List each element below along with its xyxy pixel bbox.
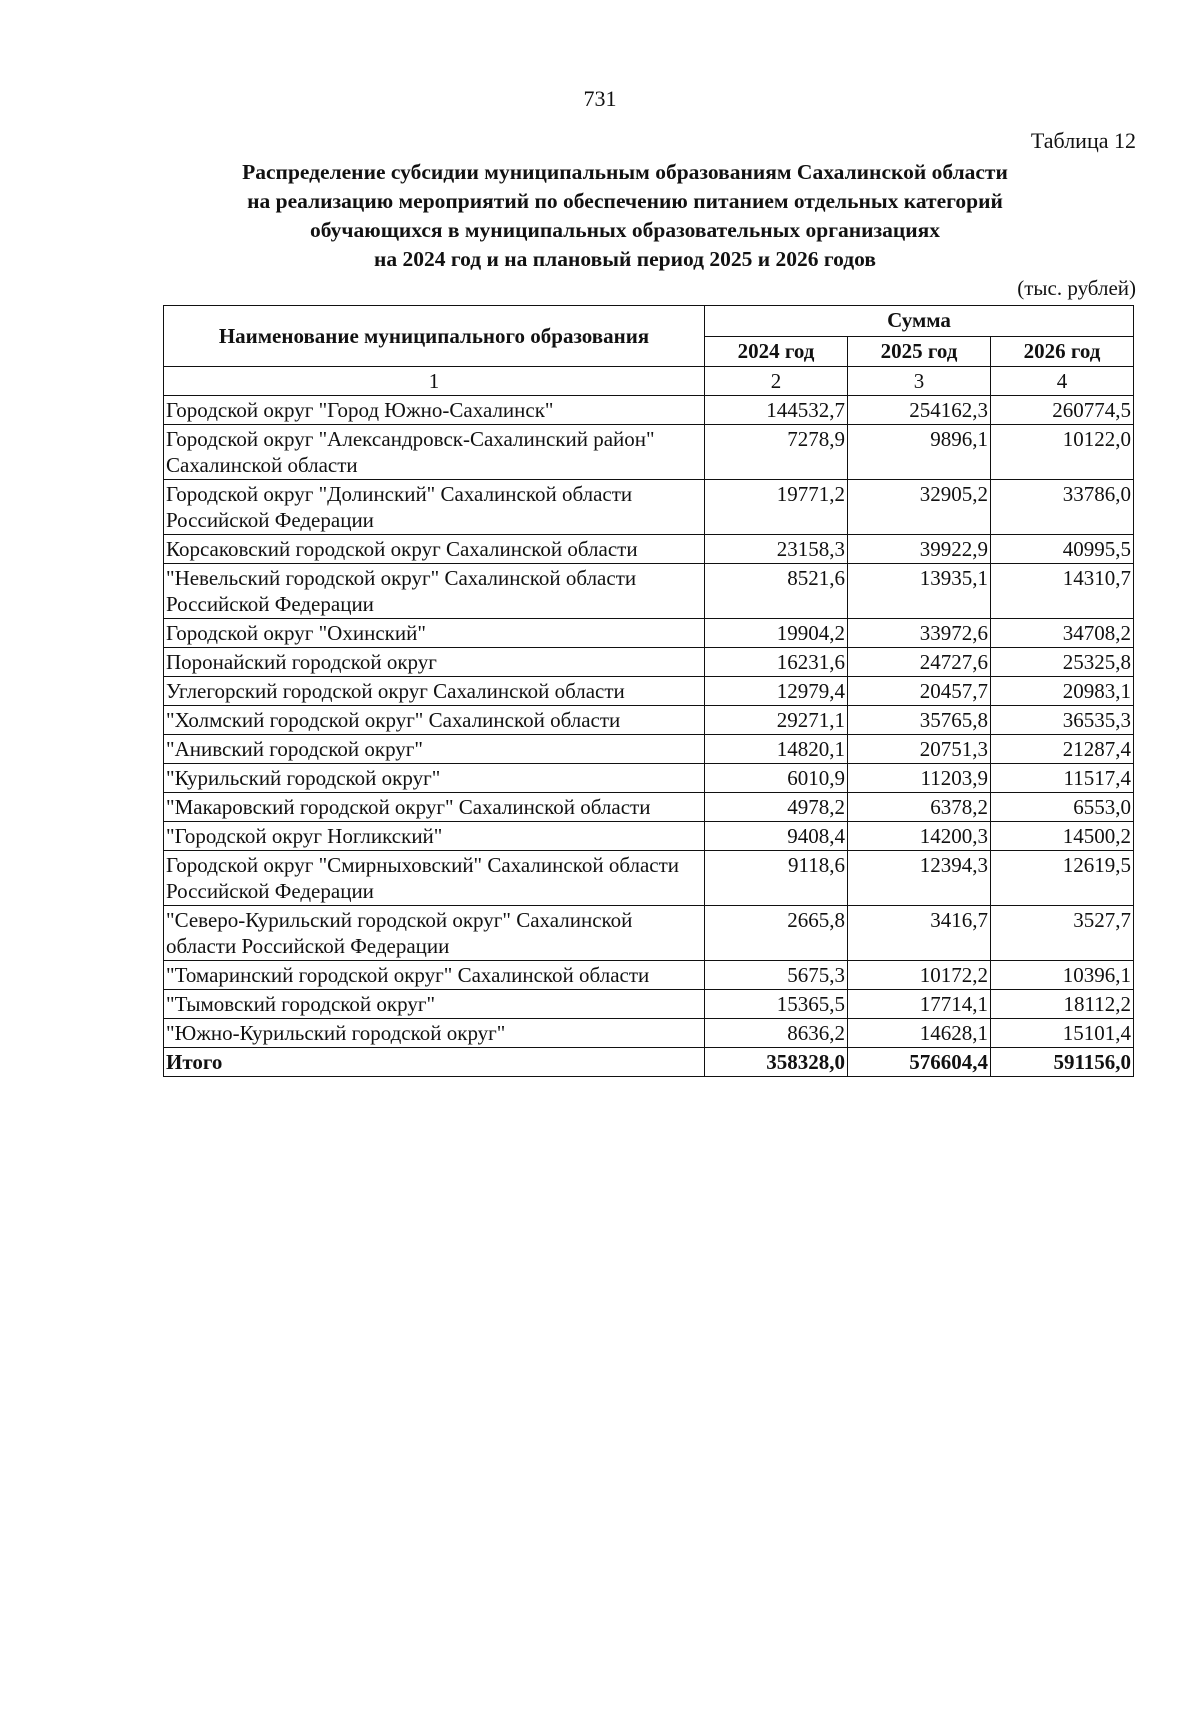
municipality-name: Поронайский городской округ [164, 648, 705, 677]
municipality-name: Городской округ "Город Южно-Сахалинск" [164, 396, 705, 425]
column-number: 2 [705, 367, 848, 396]
municipality-name: "Городской округ Ногликский" [164, 822, 705, 851]
municipality-name: "Невельский городской округ" Сахалинской области Российской Федерации [164, 564, 705, 619]
municipality-name: Корсаковский городской округ Сахалинской области [164, 535, 705, 564]
value-2024: 29271,1 [705, 706, 848, 735]
header-sum: Сумма [705, 306, 1134, 337]
value-2025: 14628,1 [848, 1019, 991, 1048]
municipality-name: Городской округ "Охинский" [164, 619, 705, 648]
title-line: на 2024 год и на плановый период 2025 и 2026 годов [374, 247, 876, 271]
value-2025: 20751,3 [848, 735, 991, 764]
value-2025: 14200,3 [848, 822, 991, 851]
table-row [164, 1019, 1134, 1048]
column-number: 3 [848, 367, 991, 396]
value-2026: 40995,5 [991, 535, 1134, 564]
table-row [164, 619, 1134, 648]
table-label: Таблица 12 [1030, 128, 1136, 153]
municipality-name: "Анивский городской округ" [164, 735, 705, 764]
value-2026: 3527,7 [991, 906, 1134, 961]
table-row [164, 735, 1134, 764]
value-2025: 13935,1 [848, 564, 991, 619]
value-2026: 10396,1 [991, 961, 1134, 990]
value-2025: 32905,2 [848, 480, 991, 535]
value-2025: 10172,2 [848, 961, 991, 990]
value-2026: 25325,8 [991, 648, 1134, 677]
value-2026: 18112,2 [991, 990, 1134, 1019]
value-2026: 14500,2 [991, 822, 1134, 851]
value-2026: 11517,4 [991, 764, 1134, 793]
value-2025: 17714,1 [848, 990, 991, 1019]
value-2024: 8636,2 [705, 1019, 848, 1048]
table-row [164, 677, 1134, 706]
value-2025: 35765,8 [848, 706, 991, 735]
municipality-name: Городской округ "Александровск-Сахалинский район" Сахалинской области [164, 425, 705, 480]
municipality-name: Городской округ "Долинский" Сахалинской области Российской Федерации [164, 480, 705, 535]
table-row [164, 648, 1134, 677]
subsidy-table [163, 305, 1134, 1077]
table-row [164, 851, 1134, 906]
value-2026: 10122,0 [991, 425, 1134, 480]
units-label: (тыс. рублей) [1017, 276, 1136, 300]
column-number: 1 [164, 367, 705, 396]
value-2024: 23158,3 [705, 535, 848, 564]
value-2026: 15101,4 [991, 1019, 1134, 1048]
municipality-name: "Северо-Курильский городской округ" Сахалинской области Российской Федерации [164, 906, 705, 961]
value-2025: 9896,1 [848, 425, 991, 480]
value-2025: 6378,2 [848, 793, 991, 822]
municipality-name: "Макаровский городской округ" Сахалинской области [164, 793, 705, 822]
value-2024: 4978,2 [705, 793, 848, 822]
table-row [164, 990, 1134, 1019]
value-2026: 12619,5 [991, 851, 1134, 906]
table-row [164, 425, 1134, 480]
total-2024: 358328,0 [705, 1048, 848, 1077]
header-year-2026: 2026 год [991, 337, 1134, 367]
value-2026: 34708,2 [991, 619, 1134, 648]
header-year-2024: 2024 год [705, 337, 848, 367]
municipality-name: Углегорский городской округ Сахалинской области [164, 677, 705, 706]
municipality-name: "Южно-Курильский городской округ" [164, 1019, 705, 1048]
value-2025: 24727,6 [848, 648, 991, 677]
value-2024: 14820,1 [705, 735, 848, 764]
header-year-2025: 2025 год [848, 337, 991, 367]
table-row [164, 822, 1134, 851]
value-2025: 39922,9 [848, 535, 991, 564]
table-row [164, 961, 1134, 990]
value-2024: 15365,5 [705, 990, 848, 1019]
municipality-name: Городской округ "Смирныховский" Сахалинской области Российской Федерации [164, 851, 705, 906]
value-2024: 9118,6 [705, 851, 848, 906]
municipality-name: "Холмский городской округ" Сахалинской области [164, 706, 705, 735]
value-2024: 12979,4 [705, 677, 848, 706]
total-2026: 591156,0 [991, 1048, 1134, 1077]
total-label: Итого [164, 1048, 705, 1077]
title-line: на реализацию мероприятий по обеспечению питанием отдельных категорий [247, 189, 1003, 213]
table-row [164, 480, 1134, 535]
table-row [164, 564, 1134, 619]
page-number: 731 [583, 86, 617, 111]
value-2026: 20983,1 [991, 677, 1134, 706]
header-municipality: Наименование муниципального образования [164, 306, 705, 367]
table-body [164, 396, 1134, 1048]
title-line: обучающихся в муниципальных образовательных организациях [309, 218, 941, 242]
value-2026: 14310,7 [991, 564, 1134, 619]
value-2026: 6553,0 [991, 793, 1134, 822]
value-2025: 33972,6 [848, 619, 991, 648]
title-line: Распределение субсидии муниципальным образованиям Сахалинской области [242, 160, 1008, 184]
value-2024: 5675,3 [705, 961, 848, 990]
value-2025: 254162,3 [848, 396, 991, 425]
total-2025: 576604,4 [848, 1048, 991, 1077]
value-2025: 3416,7 [848, 906, 991, 961]
document-title [120, 158, 1130, 274]
table-row [164, 535, 1134, 564]
table-row [164, 706, 1134, 735]
table-row [164, 906, 1134, 961]
value-2024: 2665,8 [705, 906, 848, 961]
value-2025: 11203,9 [848, 764, 991, 793]
column-number-row [164, 367, 1134, 396]
table-row [164, 396, 1134, 425]
value-2024: 16231,6 [705, 648, 848, 677]
municipality-name: "Курильский городской округ" [164, 764, 705, 793]
column-number: 4 [991, 367, 1134, 396]
value-2024: 144532,7 [705, 396, 848, 425]
value-2024: 9408,4 [705, 822, 848, 851]
value-2026: 21287,4 [991, 735, 1134, 764]
table-row [164, 764, 1134, 793]
table-row [164, 793, 1134, 822]
value-2024: 6010,9 [705, 764, 848, 793]
value-2025: 20457,7 [848, 677, 991, 706]
total-row [164, 1048, 1134, 1077]
value-2026: 33786,0 [991, 480, 1134, 535]
value-2024: 8521,6 [705, 564, 848, 619]
value-2024: 19904,2 [705, 619, 848, 648]
value-2024: 7278,9 [705, 425, 848, 480]
municipality-name: "Тымовский городской округ" [164, 990, 705, 1019]
value-2024: 19771,2 [705, 480, 848, 535]
value-2026: 260774,5 [991, 396, 1134, 425]
municipality-name: "Томаринский городской округ" Сахалинской области [164, 961, 705, 990]
value-2025: 12394,3 [848, 851, 991, 906]
value-2026: 36535,3 [991, 706, 1134, 735]
